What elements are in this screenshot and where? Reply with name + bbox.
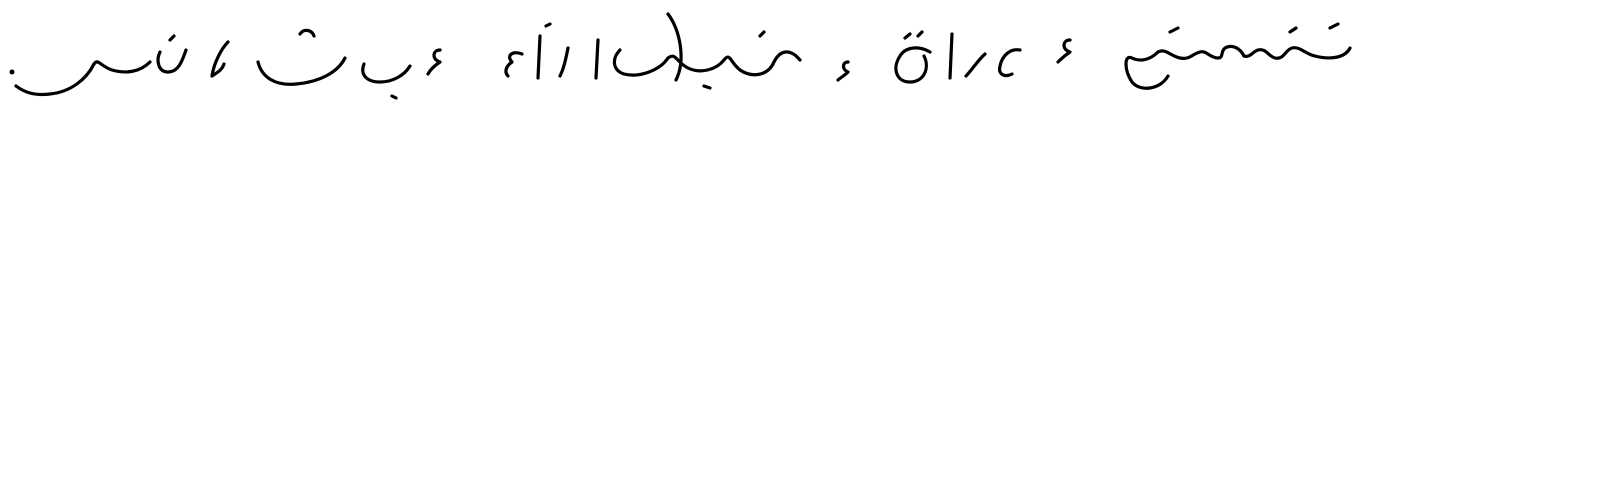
word-6	[16, 36, 186, 95]
comma-1	[1058, 40, 1070, 62]
word-1	[1126, 24, 1350, 88]
handwriting-transcription	[0, 150, 1608, 151]
handwriting-ink	[0, 0, 1608, 140]
handwritten-text-line	[0, 0, 1608, 140]
comma-2	[838, 62, 848, 80]
word-3	[614, 14, 800, 88]
comma-4	[428, 50, 440, 74]
word-5	[258, 30, 410, 98]
word-2	[896, 32, 1020, 82]
word-4	[506, 24, 568, 78]
comma-5	[212, 42, 228, 76]
period	[10, 70, 15, 75]
comma-3	[596, 40, 598, 78]
